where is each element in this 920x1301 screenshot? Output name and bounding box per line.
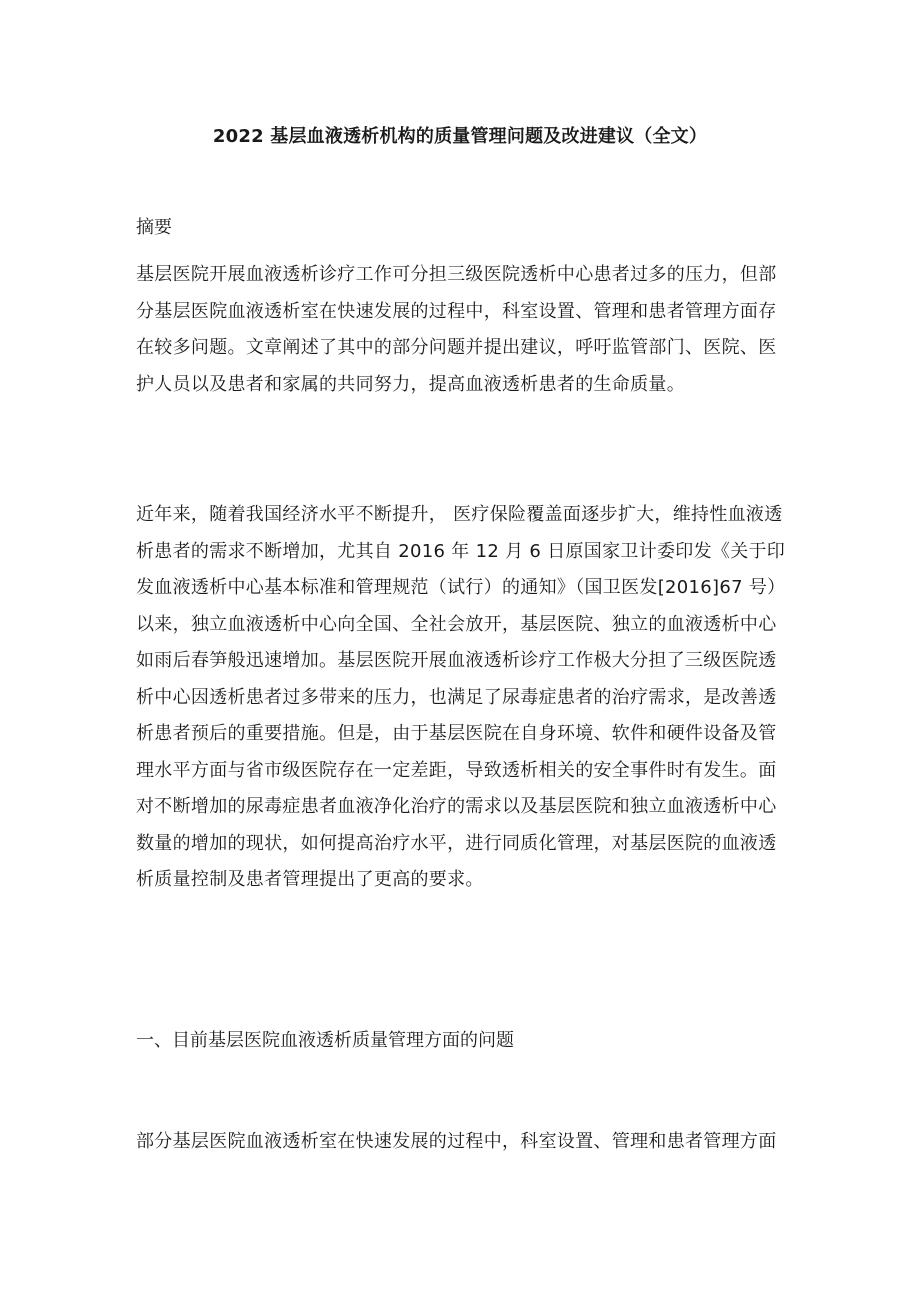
abstract-line: 分基层医院血液透析室在快速发展的过程中，科室设置、管理和患者管理方面存	[136, 300, 777, 322]
intro-line: 发血液透析中心基本标准和管理规范（试行）的通知》（国卫医发[2016]67 号）	[136, 577, 786, 598]
intro-paragraph	[136, 497, 796, 899]
section1-line: 部分基层医院血液透析室在快速发展的过程中，科室设置、管理和患者管理方面	[136, 1131, 777, 1152]
intro-line: 析中心因透析患者过多带来的压力，也满足了尿毒症患者的治疗需求，是改善透	[136, 686, 777, 708]
intro-line: 近年来，随着我国经济水平不断提升， 医疗保险覆盖面逐步扩大，维持性血液透	[136, 504, 783, 525]
intro-line: 以来，独立血液透析中心向全国、全社会放开，基层医院、独立的血液透析中心	[136, 613, 777, 635]
intro-line: 析质量控制及患者管理提出了更高的要求。	[136, 869, 484, 890]
section1-paragraph	[136, 1124, 796, 1161]
abstract-line: 护人员以及患者和家属的共同努力，提高血液透析患者的生命质量。	[136, 373, 685, 395]
abstract-line: 基层医院开展血液透析诊疗工作可分担三级医院透析中心患者过多的压力，但部	[136, 264, 777, 285]
section-heading: 一、目前基层医院血液透析质量管理方面的问题	[136, 1030, 514, 1051]
intro-line: 对不断增加的尿毒症患者血液净化治疗的需求以及基层医院和独立血液透析中心	[136, 796, 777, 817]
abstract-label: 摘要	[136, 217, 172, 238]
abstract-line: 在较多问题。文章阐述了其中的部分问题并提出建议，呼吁监管部门、医院、医	[136, 337, 777, 358]
intro-line: 析患者的需求不断增加，尤其自 2016 年 12 月 6 日原国家卫计委印发《关于印	[136, 540, 786, 562]
intro-line: 析患者预后的重要措施。但是，由于基层医院在自身环境、软件和硬件设备及管	[136, 723, 777, 744]
intro-line: 理水平方面与省市级医院存在一定差距，导致透析相关的安全事件时有发生。面	[136, 759, 777, 781]
document-title: 2022 基层血液透析机构的质量管理问题及改进建议（全文）	[212, 126, 708, 147]
intro-line: 如雨后春笋般迅速增加。基层医院开展血液透析诊疗工作极大分担了三级医院透	[136, 650, 777, 671]
abstract-paragraph	[136, 257, 796, 403]
intro-line: 数量的增加的现状，如何提高治疗水平，进行同质化管理，对基层医院的血液透	[136, 832, 777, 854]
